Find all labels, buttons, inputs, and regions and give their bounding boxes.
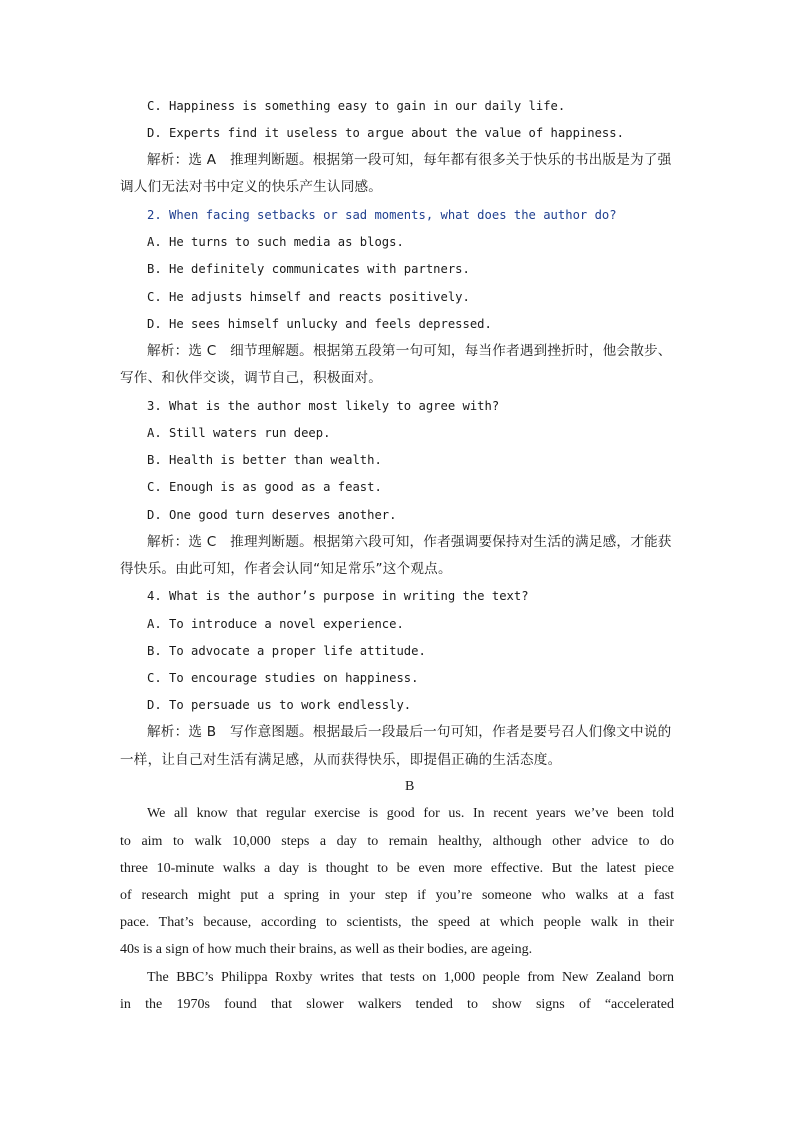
q2-option-d: D. He sees himself unlucky and feels depressed.	[147, 317, 492, 331]
q4-analysis-line1: 解析：选 B 写作意图题。根据最后一段最后一句可知，作者是要号召人们像文中说的	[147, 724, 672, 740]
q4-question: 4. What is the author’s purpose in writing the text?	[147, 589, 529, 603]
q1-option-d: D. Experts find it useless to argue about the value of happiness.	[147, 126, 624, 140]
q3-analysis-line2: 得快乐。由此可知，作者会认同“知足常乐”这个观点。	[120, 561, 452, 577]
passage-b-p1-line2: to aim to walk 10,000 steps a day to remain healthy, although other advice to do	[120, 834, 674, 849]
passage-b-p2-line2: in the 1970s found that slower walkers tended to show signs of “accelerated	[120, 997, 674, 1012]
q2-question: 2. When facing setbacks or sad moments, what does the author do?	[147, 208, 617, 222]
q2-option-a: A. He turns to such media as blogs.	[147, 235, 404, 249]
q3-option-a: A. Still waters run deep.	[147, 426, 331, 440]
passage-b-p1-line5: pace. That’s because, according to scientists, the speed at which people walk in their	[120, 915, 674, 930]
q1-option-c: C. Happiness is something easy to gain in our daily life.	[147, 99, 566, 113]
q3-question: 3. What is the author most likely to agree with?	[147, 399, 500, 413]
q3-option-d: D. One good turn deserves another.	[147, 508, 397, 522]
q4-analysis-line2: 一样，让自己对生活有满足感，从而获得快乐，即提倡正确的生活态度。	[120, 752, 562, 768]
q4-option-c: C. To encourage studies on happiness.	[147, 671, 419, 685]
q1-analysis-line2: 调人们无法对书中定义的快乐产生认同感。	[120, 179, 383, 195]
q2-option-c: C. He adjusts himself and reacts positively.	[147, 290, 470, 304]
q2-analysis-line1: 解析：选 C 细节理解题。根据第五段第一句可知，每当作者遇到挫折时，他会散步、	[147, 343, 672, 359]
passage-b-p1-line4: of research might put a spring in your step if you’re someone who walks at a fast	[120, 888, 674, 903]
section-label: B	[405, 779, 415, 794]
q3-analysis-line1: 解析：选 C 推理判断题。根据第六段可知，作者强调要保持对生活的满足感，才能获	[147, 534, 672, 550]
q2-option-b: B. He definitely communicates with partners.	[147, 262, 470, 276]
passage-b-p2-line1: The BBC’s Philippa Roxby writes that tests on 1,000 people from New Zealand born	[147, 970, 674, 985]
q4-option-a: A. To introduce a novel experience.	[147, 617, 404, 631]
q4-option-b: B. To advocate a proper life attitude.	[147, 644, 426, 658]
q1-analysis-line1: 解析：选 A 推理判断题。根据第一段可知，每年都有很多关于快乐的书出版是为了强	[147, 152, 672, 168]
q2-analysis-line2: 写作、和伙伴交谈，调节自己，积极面对。	[120, 370, 383, 386]
q3-option-c: C. Enough is as good as a feast.	[147, 480, 382, 494]
passage-b-p1-line1: We all know that regular exercise is good for us. In recent years we’ve been told	[147, 806, 674, 821]
passage-b-p1-line6: 40s is a sign of how much their brains, as well as their bodies, are ageing.	[120, 942, 533, 957]
q4-option-d: D. To persuade us to work endlessly.	[147, 698, 412, 712]
q3-option-b: B. Health is better than wealth.	[147, 453, 382, 467]
passage-b-p1-line3: three 10-minute walks a day is thought to be even more effective. But the latest piece	[120, 861, 674, 876]
